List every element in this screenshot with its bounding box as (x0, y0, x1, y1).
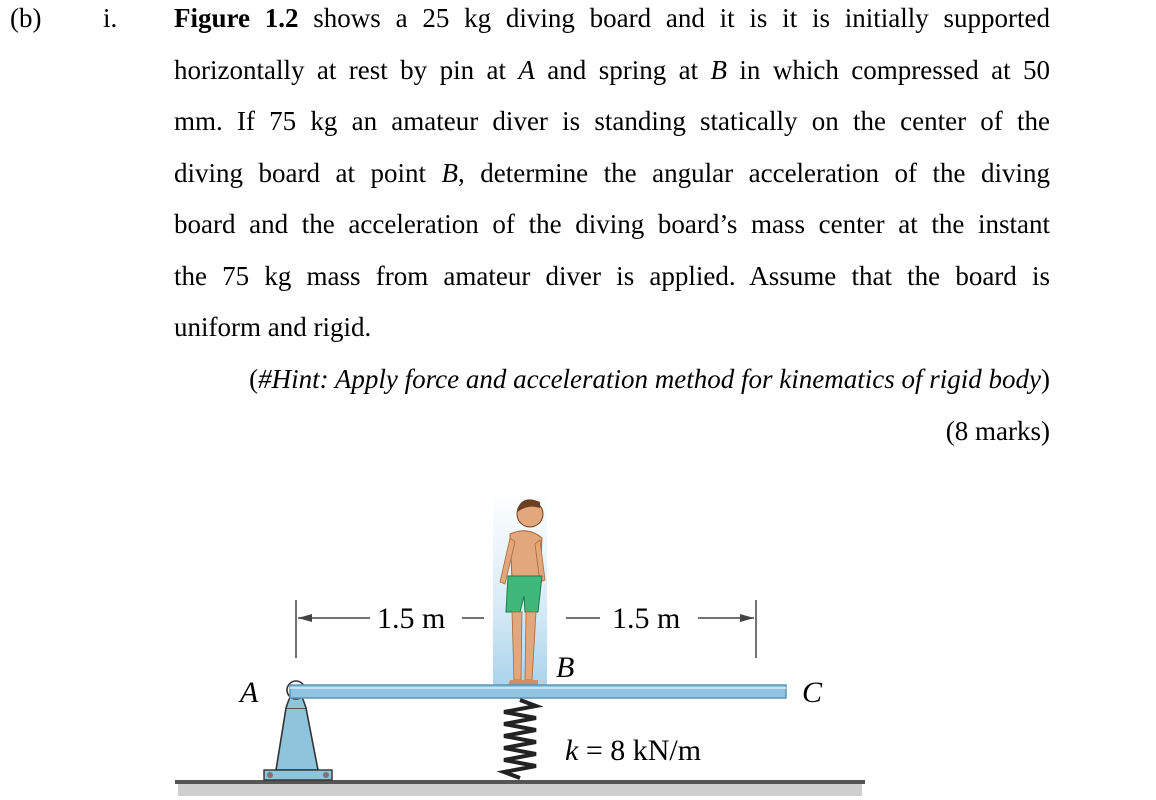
point-c-label: C (802, 676, 823, 709)
point-a-ref: A (518, 55, 535, 85)
figure-reference: Figure 1.2 (174, 3, 299, 33)
diving-board-figure (0, 470, 1156, 800)
line-2-seg-1: horizontally at rest by pin at (174, 55, 519, 85)
spring (504, 700, 536, 778)
hint-text: #Hint: Apply force and acceleration method for kinematics of rigid body (258, 364, 1041, 394)
question-line-5: board and the acceleration of the diving board’s mass center at the instant (174, 209, 1050, 239)
question-line-1 (174, 3, 1050, 33)
spring-equals: = (578, 734, 611, 767)
point-b-label: B (556, 651, 575, 684)
line-2-seg-3: and spring at (534, 55, 711, 85)
line-2-seg-5: in which compressed at 50 (727, 55, 1050, 85)
ground (175, 780, 865, 796)
diving-board (290, 685, 786, 698)
question-line-4 (174, 158, 1050, 188)
point-a-label: A (240, 676, 259, 709)
question-line-2 (174, 55, 1050, 85)
diver-image (493, 492, 547, 688)
hint-open-paren: ( (249, 364, 259, 394)
question-line-6: the 75 kg mass from amateur diver is applied. Assume that the board is (174, 261, 1050, 291)
point-b-ref: B (710, 55, 728, 85)
line-4-seg-3: , determine the angular acceleration of the diving (457, 158, 1050, 188)
spring-constant-label (565, 734, 701, 767)
dimension-left-label: 1.5 m (377, 602, 446, 635)
line-1-text: shows a 25 kg diving board and it is it is initially supported (298, 3, 1050, 33)
spring-k-symbol: k (565, 734, 579, 767)
question-line-3: mm. If 75 kg an amateur diver is standing statically on the center of the (174, 106, 1050, 136)
line-4-seg-1: diving board at point (174, 158, 442, 188)
question-line-7: uniform and rigid. (174, 312, 372, 342)
dimension-right-label: 1.5 m (612, 602, 681, 635)
part-label: (b) (10, 3, 42, 33)
sub-question-label: i. (103, 3, 118, 33)
marks: (8 marks) (945, 416, 1050, 446)
hint (174, 364, 1050, 394)
point-b-ref-2: B (441, 158, 458, 188)
hint-close-paren: ) (1041, 364, 1050, 394)
spring-value: 8 kN/m (610, 734, 702, 767)
